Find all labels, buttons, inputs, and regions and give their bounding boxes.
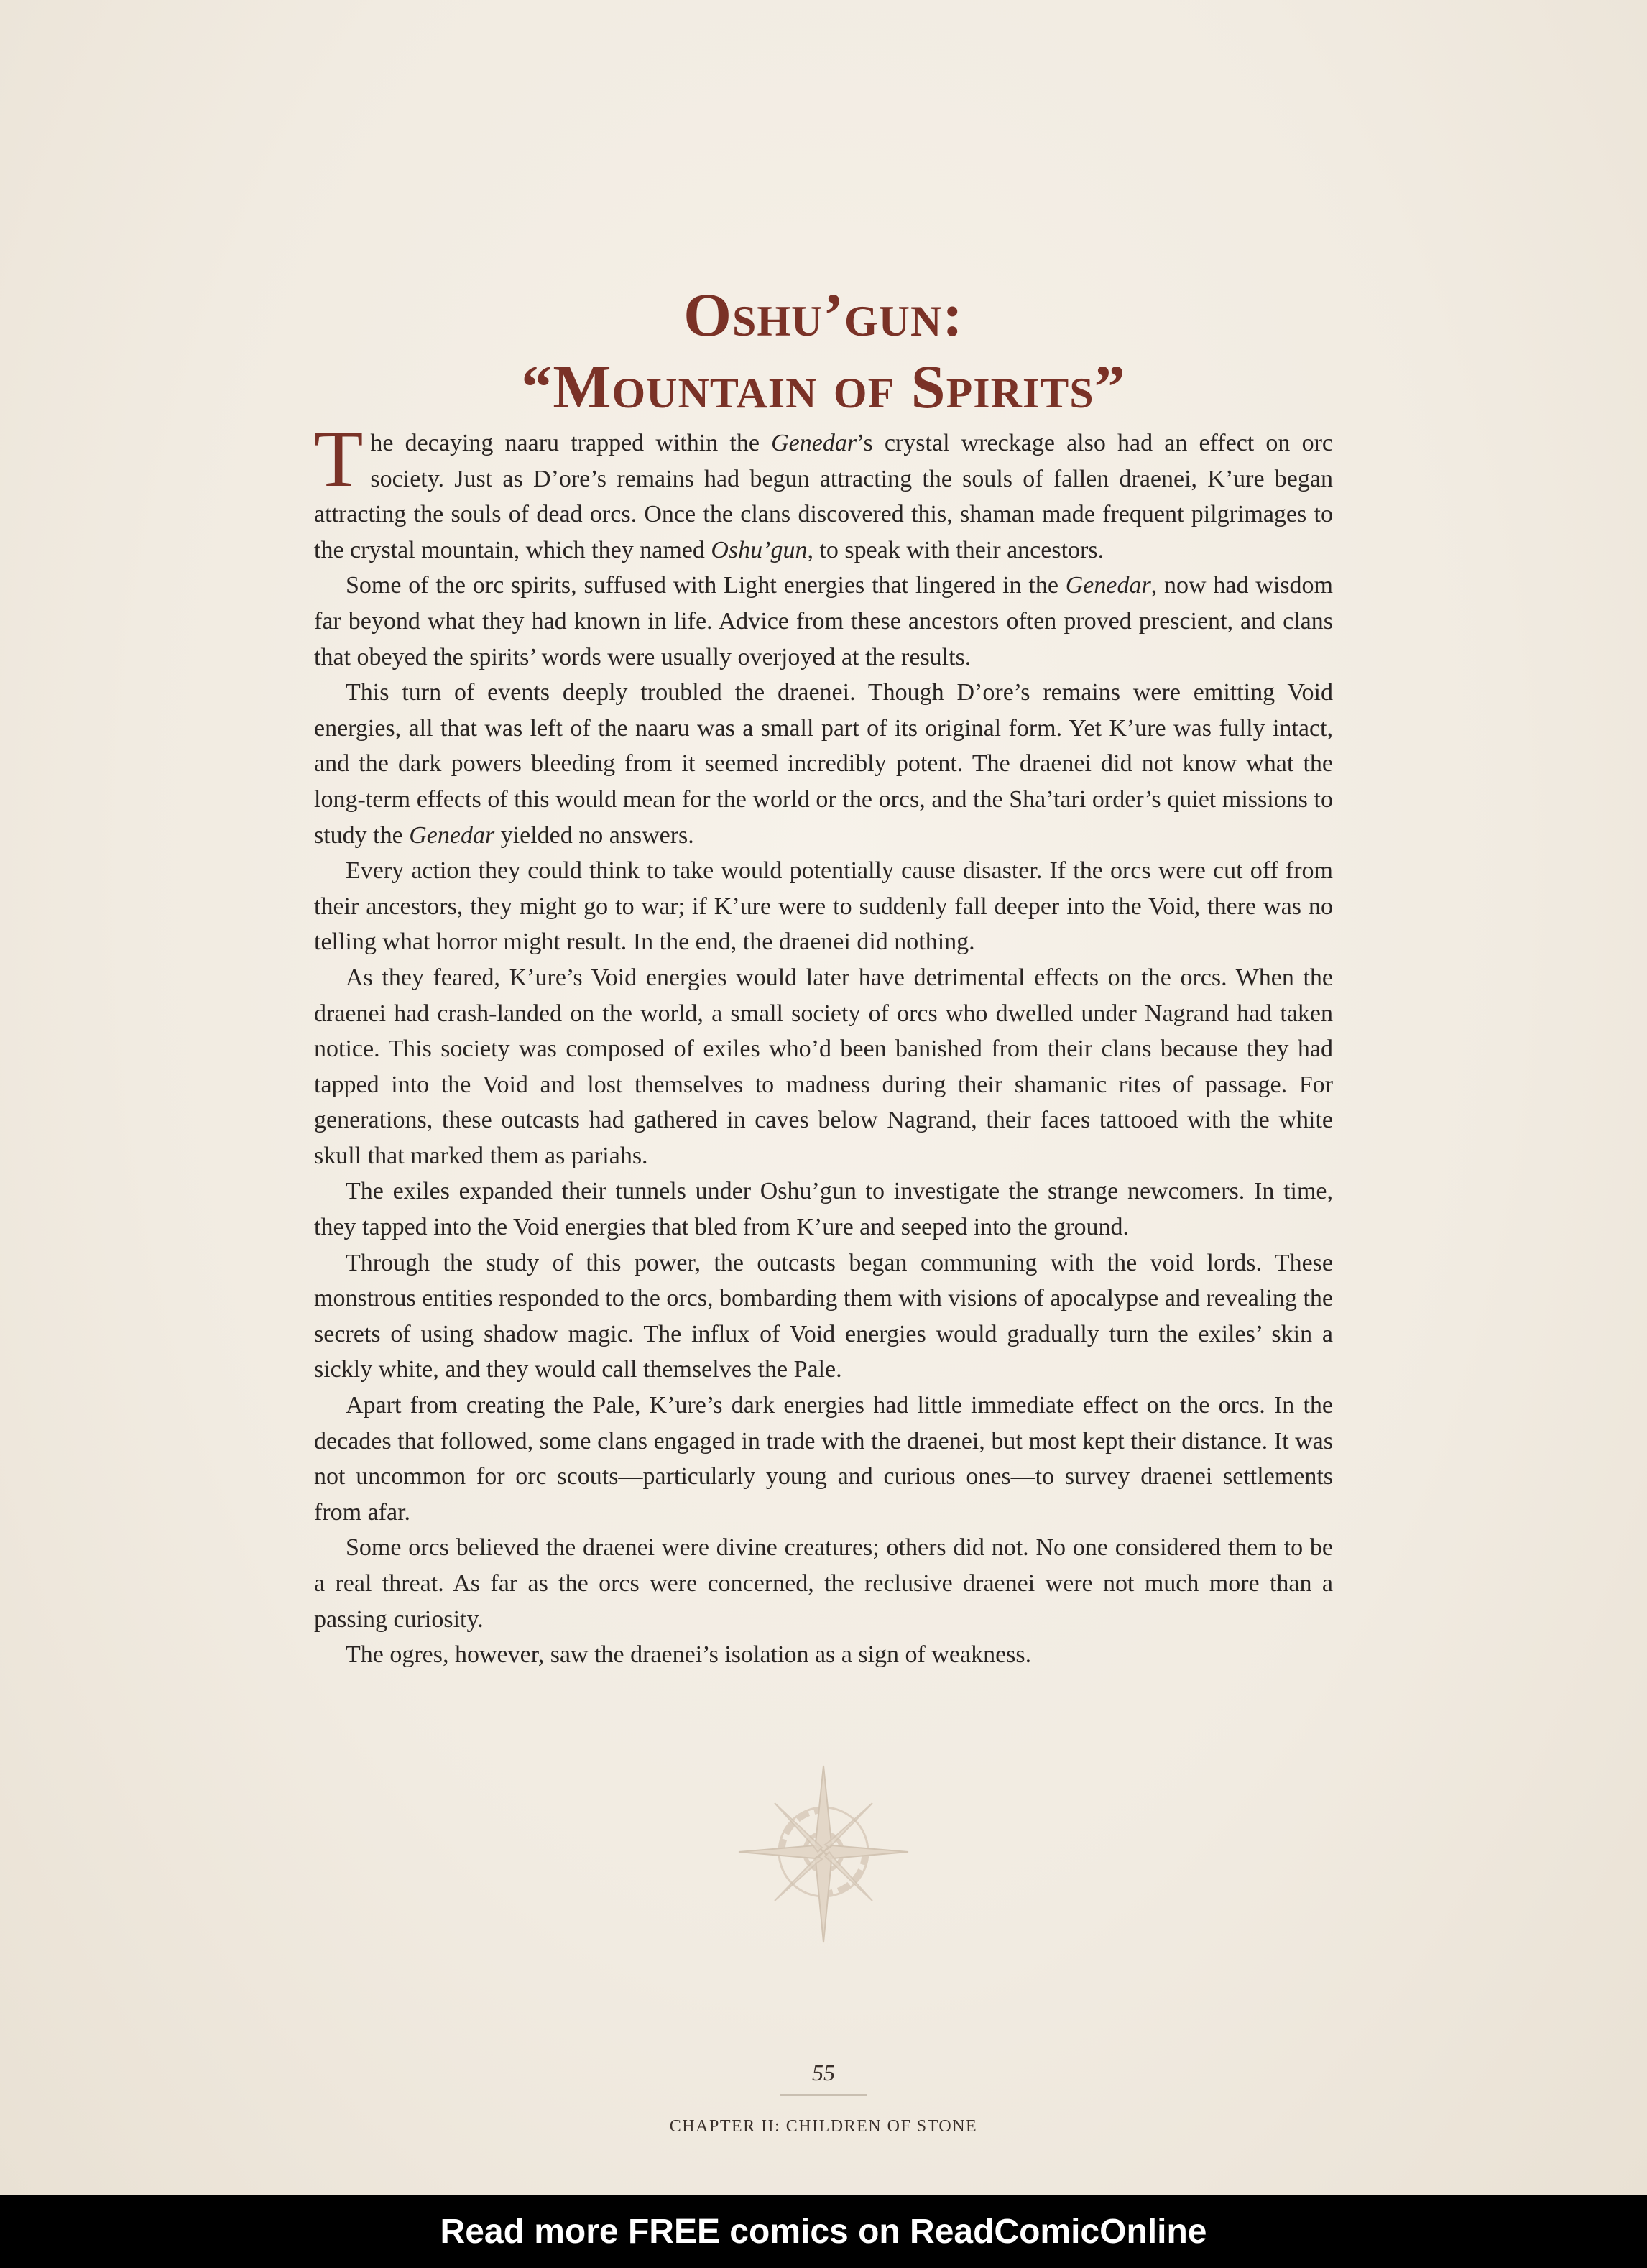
page-number: 55 [812, 2060, 835, 2085]
ship-name-italic: Genedar [409, 821, 495, 849]
paragraph-3-text-a: This turn of events deeply troubled the draenei. Though D’ore’s remains were emitting Void energies, all that was left of the naaru was a small part of its original form. Yet K’ure was fully intact, and the dark powers bleeding from it seemed incredibly potent. The draenei did not know what the long-term effects of this would mean for the world or the orcs, and the Sha’tari order’s quiet missions to study the [314, 679, 1333, 849]
paragraph-2-text-a: Some of the orc spirits, suffused with Light energies that lingered in the [346, 572, 1066, 599]
paragraph-1-text-c: ’s crystal wreckage also had an effect on orc society. Just as D’ore’s remains had begun attracting the souls of fallen draenei, K’ure began attracting the souls of dead orcs. Once the clans discovered this, shaman made frequent pilgrimages to the crystal mountain, which they named [314, 430, 1333, 563]
paragraph-2 [314, 568, 1333, 675]
paragraph-5: As they feared, K’ure’s Void energies would later have detrimental effects on the orcs. When the draenei had crash-landed on the world, a small society of orcs who dwelled under Nagrand had taken notice. This society was composed of exiles who’d been banished from their clans because they had tapped into the Void and lost themselves to madness during their shamanic rites of passage. For generations, these outcasts had gathered in caves below Nagrand, their faces tattooed with the white skull that marked them as pariahs. [314, 964, 1333, 1169]
chapter-title-line-2: “Mountain of Spirits” [521, 352, 1126, 421]
paragraph-8: Apart from creating the Pale, K’ure’s dark energies had little immediate effect on the orcs. In the decades that followed, some clans engaged in trade with the draenei, but most kept their distance. It was not uncommon for orc scouts—particularly young and curious ones—to survey draenei settlements from afar. [314, 1392, 1333, 1526]
paragraph-3 [314, 675, 1333, 853]
compass-rose-emblem-icon [737, 1764, 910, 1944]
paragraph-1-text-a: he decaying naaru trapped within the [370, 430, 772, 456]
ship-name-italic: Genedar [1065, 572, 1151, 599]
chapter-title [0, 279, 1647, 423]
mountain-name-italic: Oshu’gun [711, 536, 808, 563]
paragraph-1 [314, 415, 1333, 568]
chapter-running-footer: CHAPTER II: CHILDREN OF STONE [669, 2117, 978, 2136]
promo-banner[interactable] [0, 2195, 1647, 2268]
paragraph-2-text-c: , now had wisdom far beyond what they had known in life. Advice from these ancestors often proved prescient, and clans that obeyed the spirits’ words were usually overjoyed at the results. [314, 572, 1333, 670]
paragraph-7: Through the study of this power, the outcasts began communing with the void lords. These monstrous entities responded to the orcs, bombarding them with visions of apocalypse and revealing the secrets of using shadow magic. The influx of Void energies would gradually turn the exiles’ skin a sickly white, and they would call themselves the Pale. [314, 1249, 1333, 1383]
drop-cap: T [314, 415, 364, 504]
promo-banner-text[interactable]: Read more FREE comics on ReadComicOnline [440, 2213, 1207, 2251]
paragraph-4: Every action they could think to take would potentially cause disaster. If the orcs were cut off from their ancestors, they might go to war; if K’ure were to suddenly fall deeper into the Void, there was no telling what horror might result. In the end, the draenei did nothing. [314, 857, 1333, 956]
ship-name-italic: Genedar [771, 430, 857, 456]
body-text [314, 415, 1333, 1673]
footer-divider [780, 2094, 867, 2096]
paragraph-6: The exiles expanded their tunnels under Oshu’gun to investigate the strange newcomers. In time, they tapped into the Void energies that bled from K’ure and seeped into the ground. [314, 1178, 1333, 1241]
paragraph-3-text-c: yielded no answers. [494, 821, 694, 849]
paragraph-1-text-e: , to speak with their ancestors. [807, 536, 1104, 563]
paragraph-9: Some orcs believed the draenei were divine creatures; others did not. No one considered them to be a real threat. As far as the orcs were concerned, the reclusive draenei were not much more than a passing curiosity. [314, 1534, 1333, 1633]
paragraph-10: The ogres, however, saw the draenei’s isolation as a sign of weakness. [346, 1641, 1032, 1669]
chapter-title-line-1: Oshu’gun: [683, 280, 964, 349]
